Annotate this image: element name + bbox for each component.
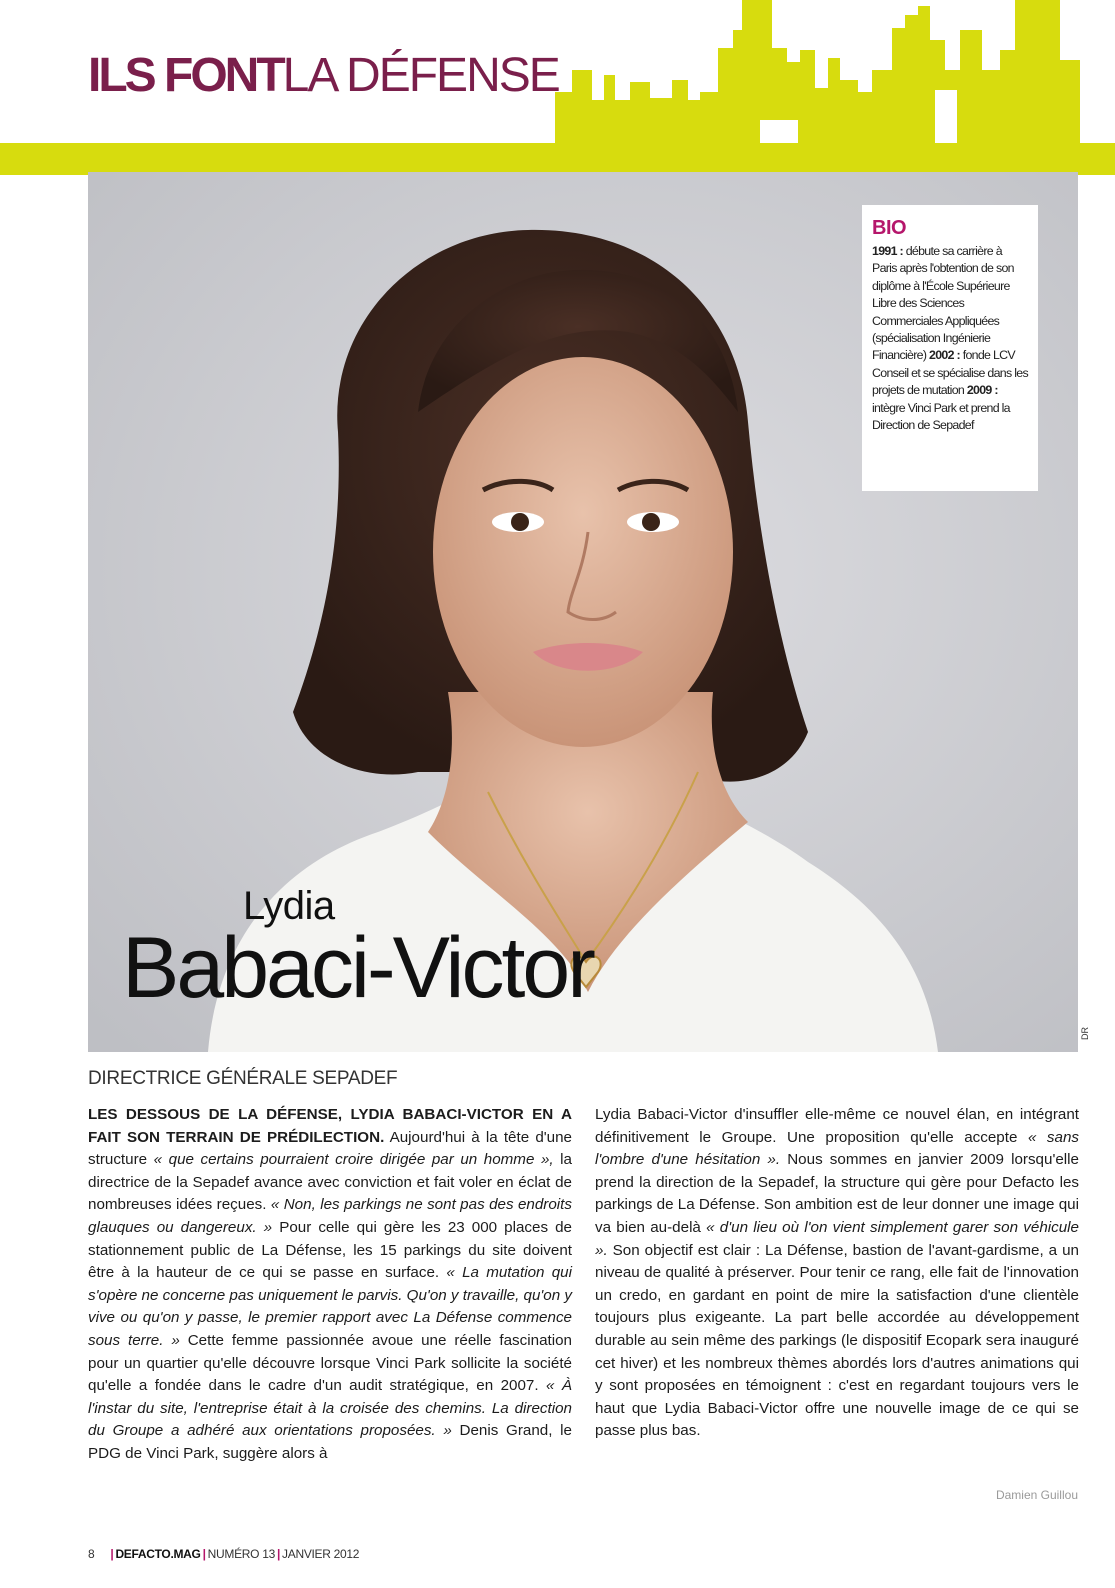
- article-text-segment: Lydia Babaci-Victor d'insuffler elle-même ce nouvel élan, en intégrant définitivement le Groupe. Une proposition qu'elle accepte: [595, 1106, 1079, 1146]
- article-text-segment: Aujourd'hui à la tête d'une structure: [88, 1128, 573, 1169]
- section-title-light: LA DÉFENSE: [282, 49, 559, 102]
- article-text-segment: « sans l'ombre d'une hésitation ».: [595, 1128, 1079, 1169]
- bio-box: [862, 205, 1038, 491]
- article-text-segment: Son objectif est clair : La Défense, bastion de l'avant-gardisme, a un niveau de qualité à préserver. Pour tenir ce rang, elle fait de l'innovation un credo, en gardant en point de mire la satisfaction d'une clientèle toujours plus exigeante. La part belle accordée au développement durable au sein même des parkings (le dispositif Ecopark sera inauguré cet hiver) et les nombreux thèmes abordés lors d'autres animations qui y sont proposées en témoignent : c'est en regardant toujours vers le haut que Lydia Babaci-Victor offre une nouvelle image de ce qui se passe plus bas.: [595, 1241, 1079, 1440]
- issue-date: JANVIER 2012: [282, 1547, 360, 1561]
- article-text-segment: Pour celle qui gère les 23 000 places de stationnement public de La Défense, les 15 parkings du site doivent être à la hauteur de ce qui se passe en surface.: [88, 1218, 572, 1282]
- page-footer: [88, 1547, 359, 1561]
- person-job-title: DIRECTRICE GÉNÉRALE SEPADEF: [88, 1068, 398, 1089]
- person-last-name: Babaci-Victor: [122, 920, 593, 1016]
- article-text-segment: « À l'instar du site, l'entreprise était à la croisée des chemins. La direction du Groupe a adhéré aux orientations proposées. »: [88, 1377, 573, 1440]
- article-text-segment: Cette femme passionnée avoue une réelle fascination pour un quartier qu'elle découvre lorsque Vinci Park sollicite la société qu'elle a fondée dans le cadre d'un audit stratégique, en 2007.: [88, 1331, 572, 1395]
- article-text-segment: « La mutation qui s'opère ne concerne pas uniquement le parvis. Qu'on y travaille, qu'on y vive ou qu'on y passe, le premier rapport avec La Défense commence sous terre. »: [88, 1264, 573, 1349]
- article-column-left: [88, 1104, 572, 1466]
- bio-title: BIO: [872, 217, 907, 239]
- bio-entry-text: intègre Vinci Park et prend la Direction de Sepadef: [872, 400, 1010, 433]
- article-lead: LES DESSOUS DE LA DÉFENSE, LYDIA BABACI-VICTOR EN A FAIT SON TERRAIN DE PRÉDILECTION.: [88, 1106, 572, 1146]
- article-text-segment: « Non, les parkings ne sont pas des endroits glauques ou dangereux. »: [88, 1196, 572, 1236]
- footer-separator: |: [202, 1547, 206, 1561]
- article-text-segment: Nous sommes en janvier 2009 lorsqu'elle prend la direction de la Sepadef, la structure qui gère pour Defacto les parkings de La Défense. Son ambition est de leur donner une image qui va bien au-delà: [595, 1151, 1079, 1236]
- bio-entry-text: fonde LCV Conseil et se spécialise dans les projets de mutation: [872, 348, 1028, 398]
- issue-number: NUMÉRO 13: [207, 1547, 275, 1561]
- article-column-right: [595, 1104, 1079, 1443]
- bio-year: 2009 :: [966, 383, 998, 398]
- article-author: Damien Guillou: [995, 1488, 1078, 1502]
- article-text-segment: « d'un lieu où l'on vient simplement garer son véhicule ».: [595, 1218, 1080, 1259]
- bio-entry-text: débute sa carrière à Paris après l'obtention de son diplôme à l'École Supérieure Libre des Sciences Commerciales Appliquées (spécialisation Ingénierie Financière): [872, 244, 1014, 363]
- bio-entry-1991: [872, 244, 1014, 362]
- magazine-name: DEFACTO.MAG: [115, 1547, 201, 1561]
- footer-separator: |: [276, 1547, 281, 1561]
- bio-text: [872, 243, 1028, 434]
- article-left-body: [88, 1129, 572, 1462]
- person-first-name: Lydia: [243, 884, 335, 928]
- article-right-body: [595, 1106, 1079, 1439]
- footer-separator: |: [110, 1547, 114, 1561]
- bio-year: 1991 :: [872, 244, 903, 258]
- section-title-bold: ILS FONT: [88, 49, 283, 102]
- section-title: [88, 50, 559, 102]
- article-text-segment: « que certains pourraient croire dirigée par un homme »,: [153, 1151, 554, 1169]
- photo-credit: DR: [1080, 1027, 1090, 1040]
- article-text-segment: Denis Grand, le PDG de Vinci Park, suggère alors à: [88, 1422, 572, 1462]
- page-number: 8: [88, 1547, 95, 1561]
- bio-year: 2002 :: [929, 348, 960, 363]
- article-text-segment: la directrice de la Sepadef avance avec conviction et fait voler en éclat de nombreuses idées reçues.: [88, 1151, 572, 1214]
